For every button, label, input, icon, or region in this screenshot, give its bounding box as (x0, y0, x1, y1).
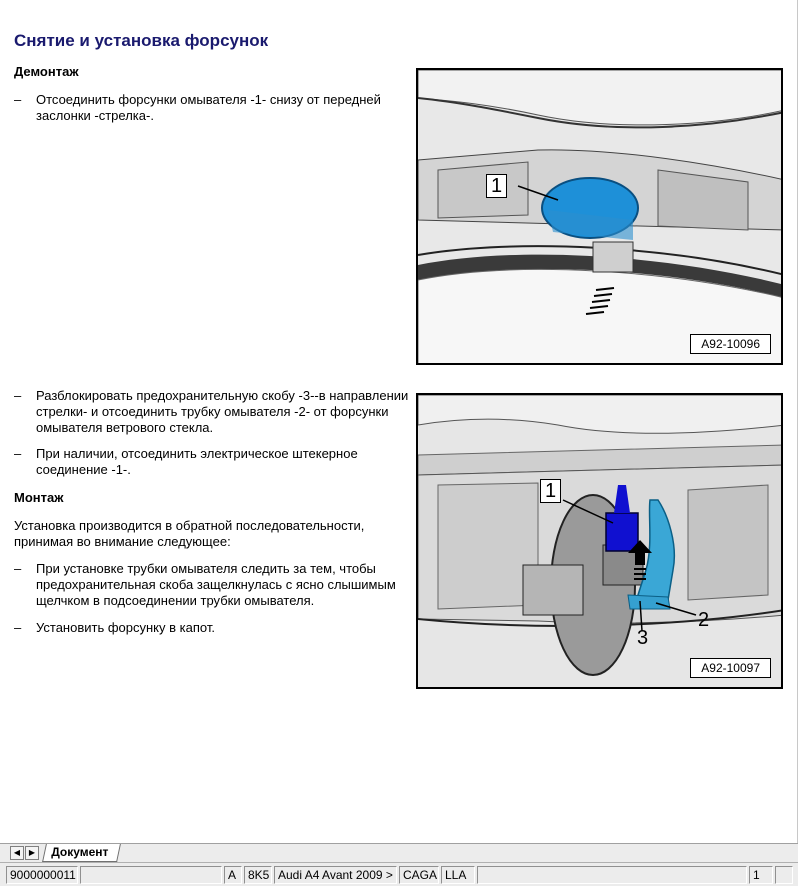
figure-code: A92-10097 (690, 658, 771, 678)
list-item (14, 388, 414, 438)
figure-1-illustration (418, 70, 783, 365)
electrical-connector (606, 513, 638, 551)
dash-bullet: – (14, 446, 22, 461)
status-gearbox: LLA (441, 866, 475, 884)
sheet-tab-bar (0, 843, 798, 862)
tab-document[interactable] (42, 844, 121, 862)
status-page: 1 (749, 866, 773, 884)
list-item (14, 561, 414, 611)
dash-bullet: – (14, 561, 22, 576)
figure-code: A92-10096 (690, 334, 771, 354)
tab-document-label: Документ (51, 845, 109, 859)
list-item (14, 92, 414, 126)
list-item-text: При наличии, отсоединить электрическое штекерное соединение -1-. (36, 446, 358, 477)
figure-2-illustration (418, 395, 783, 689)
list-item-text: Разблокировать предохранительную скобу -3--в направлении стрелки- и отсоединить трубку омывателя -2- от форсунки омывателя ветрового стекла. (36, 388, 409, 435)
status-doc-id: 9000000011 (6, 866, 78, 884)
callout-2: 2 (698, 609, 710, 631)
status-engine: CAGA (399, 866, 439, 884)
list-item (14, 446, 414, 480)
status-empty-cell (477, 866, 747, 884)
dash-bullet: – (14, 92, 22, 107)
dash-bullet: – (14, 620, 22, 635)
list-item-text: При установке трубки омывателя следить за тем, чтобы предохранительная скоба защелкнулась с ясно слышимым щелчком в подсоединении трубки омывателя. (36, 561, 396, 608)
status-field-a: A (224, 866, 242, 884)
page-title: Снятие и установка форсунок (14, 31, 269, 50)
callout-3: 3 (637, 627, 649, 649)
dash-bullet: – (14, 388, 22, 403)
callout-1: 1 (486, 174, 507, 198)
status-model: Audi A4 Avant 2009 > (274, 866, 397, 884)
status-code: 8K5 (244, 866, 272, 884)
status-empty-cell (80, 866, 222, 884)
section-heading-removal: Демонтаж (14, 64, 79, 79)
figure-hose-disconnect (416, 393, 783, 689)
figure-nozzle-removal (416, 68, 783, 365)
list-item-text: Установить форсунку в капот. (36, 620, 215, 635)
list-item (14, 620, 414, 638)
list-item-text: Отсоединить форсунки омывателя -1- снизу от передней заслонки -стрелка-. (36, 92, 381, 123)
status-empty-cell (775, 866, 793, 884)
callout-1: 1 (540, 479, 561, 503)
installation-intro: Установка производится в обратной последовательности, принимая во внимание следующее: (14, 518, 365, 549)
next-tab-button[interactable]: ▶ (25, 846, 39, 860)
status-bar (0, 862, 798, 886)
previous-tab-button[interactable]: ◀ (10, 846, 24, 860)
section-heading-installation: Монтаж (14, 490, 64, 505)
